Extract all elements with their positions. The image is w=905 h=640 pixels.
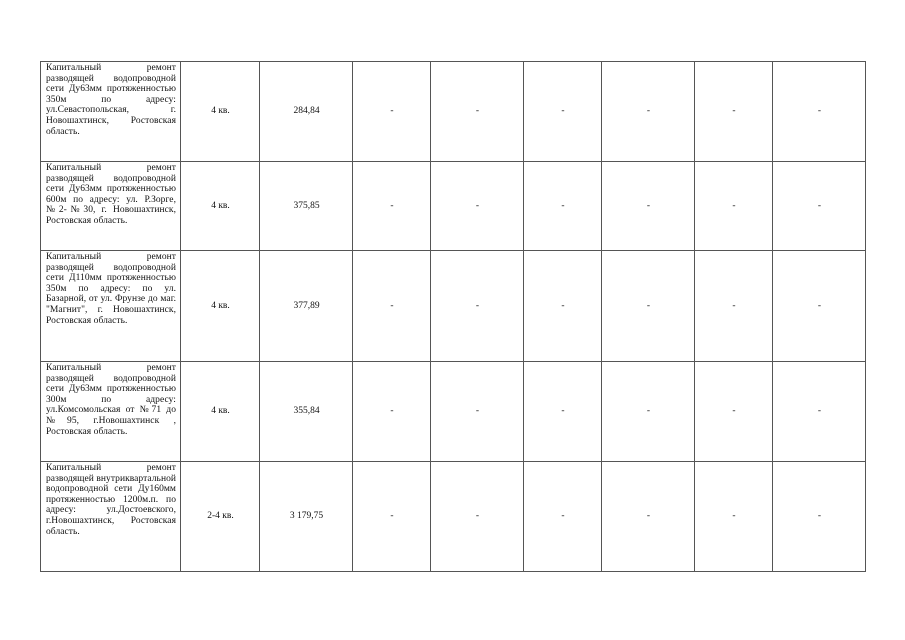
table-cell: - [602,251,695,362]
table-row [41,62,866,162]
table-cell: - [602,62,695,162]
work-period: 4 кв. [181,251,260,362]
table-row [41,462,866,572]
table-cell: - [353,462,431,572]
table-cell: - [431,362,524,462]
table-cell: - [773,162,866,251]
table-cell: - [695,462,773,572]
table-cell: - [695,162,773,251]
works-table [40,61,866,572]
work-description: Капитальный ремонт разводящей водопроводной сети Д110мм протяженностью 350м по адресу: по ул. Базарной, от ул. Фрунзе до маг. "Магнит", г. Новошахтинск, Ростовская область. [41,251,181,362]
table-cell: - [524,251,602,362]
table-cell: - [695,251,773,362]
table-cell: - [524,62,602,162]
table-cell: - [431,251,524,362]
table-cell: - [431,462,524,572]
table-cell: - [695,62,773,162]
work-amount: 355,84 [260,362,353,462]
work-period: 4 кв. [181,62,260,162]
work-description: Капитальный ремонт разводящей водопроводной сети Ду63мм протяженностью 350м по адресу: ул.Севастопольская, г. Новошахтинск, Ростовская область. [41,62,181,162]
table-cell: - [773,62,866,162]
table-cell: - [524,362,602,462]
table-cell: - [353,362,431,462]
work-amount: 375,85 [260,162,353,251]
table-cell: - [602,462,695,572]
table-cell: - [353,251,431,362]
table-cell: - [773,462,866,572]
table-cell: - [524,462,602,572]
table-row [41,251,866,362]
table-cell: - [353,62,431,162]
table-cell: - [602,362,695,462]
work-amount: 3 179,75 [260,462,353,572]
table-cell: - [773,362,866,462]
table-cell: - [431,162,524,251]
work-amount: 284,84 [260,62,353,162]
work-description: Капитальный ремонт разводящей водопроводной сети Ду63мм протяженностью 300м по адресу: ул.Комсомольская от №71 до №95, г.Новошахтинск , Ростовская область. [41,362,181,462]
table-row [41,162,866,251]
work-period: 2-4 кв. [181,462,260,572]
table-row [41,362,866,462]
work-description: Капитальный ремонт разводящей водопроводной сети Ду63мм протяженностью 600м по адресу: ул. Р.Зорге, №2-№30, г. Новошахтинск, Ростовская область. [41,162,181,251]
table-cell: - [524,162,602,251]
work-description: Капитальный ремонт разводящей внутриквартальной водопроводной сети Ду160мм протяженностью 1200м.п. по адресу: ул.Достоевского, г.Новошахтинск, Ростовская область. [41,462,181,572]
table-cell: - [353,162,431,251]
work-period: 4 кв. [181,362,260,462]
work-period: 4 кв. [181,162,260,251]
table-cell: - [773,251,866,362]
table-cell: - [431,62,524,162]
work-amount: 377,89 [260,251,353,362]
table-cell: - [602,162,695,251]
table-cell: - [695,362,773,462]
